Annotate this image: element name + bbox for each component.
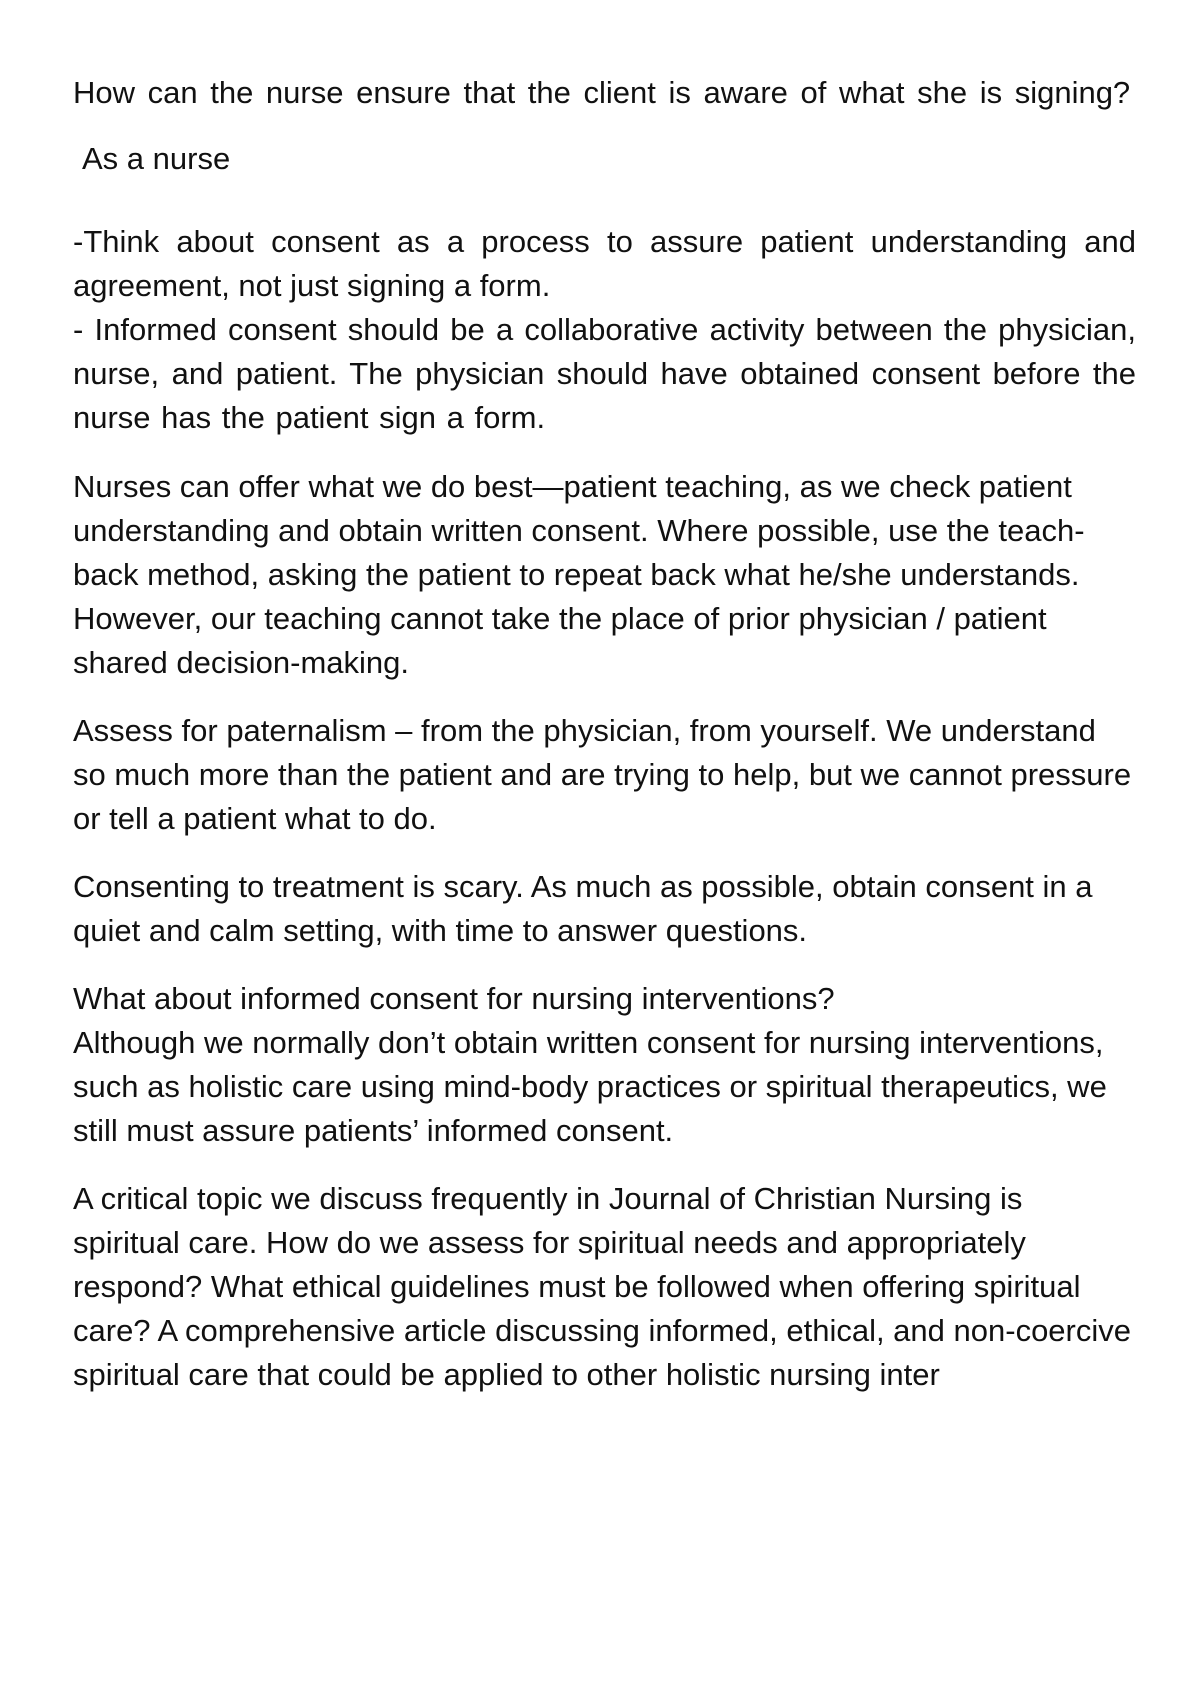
section-heading: As a nurse	[82, 141, 231, 176]
paragraph-patient-teaching: Nurses can offer what we do best—patient teaching, as we check patient understanding and obtain written consent. Where possible, use the teach-back method, asking the patient to repeat back what he/she understands. However, our teaching cannot take the place of prior physician / patient shared decision-making.	[73, 469, 1085, 680]
paragraph-nursing-interventions	[73, 977, 1136, 1153]
question-text: How can the nurse ensure that the client is aware of what she is signing?	[73, 75, 1131, 110]
nursing-question: What about informed consent for nursing interventions?	[73, 981, 835, 1016]
paragraph-spiritual-care: A critical topic we discuss frequently in Journal of Christian Nursing is spiritual care. How do we assess for spiritual needs and appropriately respond? What ethical guidelines must be followed when offering spiritual care? A comprehensive article discussing informed, ethical, and non-coercive spiritual care that could be applied to other holistic nursing inter	[73, 1181, 1131, 1392]
point-consent-process: -Think about consent as a process to assure patient understanding and agreement, not just signing a form.	[73, 224, 1136, 303]
document-page	[73, 71, 1136, 1397]
paragraph-consent-setting: Consenting to treatment is scary. As much as possible, obtain consent in a quiet and calm setting, with time to answer questions.	[73, 869, 1093, 948]
nursing-answer: Although we normally don’t obtain written consent for nursing interventions, such as holistic care using mind-body practices or spiritual therapeutics, we still must assure patients’ informed consent.	[73, 1025, 1107, 1148]
paragraph-paternalism: Assess for paternalism – from the physician, from yourself. We understand so much more than the patient and are trying to help, but we cannot pressure or tell a patient what to do.	[73, 713, 1132, 836]
point-collaborative-consent: - Informed consent should be a collaborative activity between the physician, nurse, and patient. The physician should have obtained consent before the nurse has the patient sign a form.	[73, 312, 1136, 435]
